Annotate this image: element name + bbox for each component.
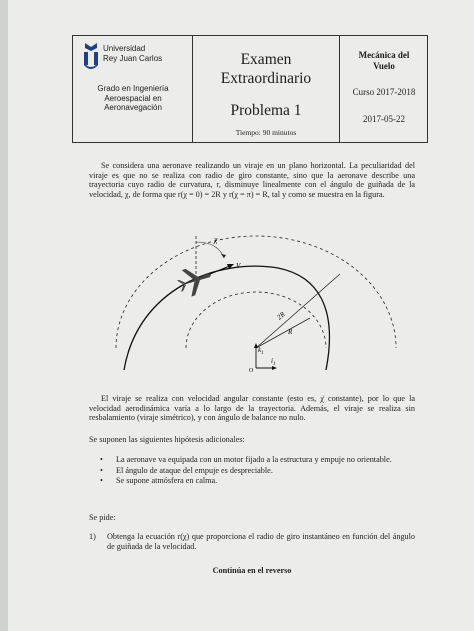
radius-R-line — [256, 318, 310, 348]
list-item: • La aeronave va equipada con un motor fijado a la estructura y empuje no orientable. — [98, 455, 416, 465]
chi-label: χ — [214, 235, 218, 244]
i-axis-label: $i_1$ — [271, 357, 276, 367]
course-year: Curso 2017-2018 — [352, 87, 416, 97]
chi-angle-arc — [196, 242, 224, 258]
radius-2R-label: 2R — [275, 310, 287, 322]
degree-name: Grado en Ingeniería Aeroespacial en Aeronavegación — [97, 84, 169, 112]
exam-time: Tiempo: 90 minutos — [235, 128, 297, 137]
radius-R-label: R — [288, 328, 293, 336]
turn-description: El viraje se realiza con velocidad angular constante (esto es, χ̇ constante), por lo que la velocidad aerodinámica varía a lo largo de la trayectoria. Además, el viraje se realiza sin resbalamiento (viraje simétrico), y con ángulo de balance no nulo. — [89, 394, 415, 423]
radius-2R-line — [256, 274, 340, 348]
university-column — [73, 36, 193, 142]
hypotheses-list — [98, 455, 416, 487]
hypotheses-intro: Se suponen las siguientes hipótesis adicionales: — [89, 435, 245, 444]
continue-note: Continúa en el reverso — [212, 566, 292, 575]
exam-sheet — [8, 0, 474, 631]
question-text: Obtenga la ecuación r(χ) que proporciona el radio de giro instantáneo en función del ángulo de guiñada de la velocidad. — [107, 532, 415, 551]
questions-intro: Se pide: — [89, 513, 116, 522]
subject-name: Mecánica del Vuelo — [358, 50, 410, 71]
list-item: • Se supone atmósfera en calma. — [98, 476, 416, 486]
subject-column — [339, 36, 427, 142]
exam-date: 2017-05-22 — [363, 114, 405, 124]
inner-dashed-arc — [186, 292, 326, 348]
trajectory-curve — [124, 266, 329, 370]
problem-statement: Se considera una aeronave realizando un viraje en un plano horizontal. La peculiaridad del viraje es que no se realiza con radio de giro constante, sino que la aeronave describe una trayectoria cuyo radio de curvatura, r, disminuye linealmente con el ángulo de guiñada de la velocidad, χ, de forma que r(χ = 0) = 2R y r(χ = π) = R, tal y como se muestra en la figura. — [89, 161, 415, 199]
exam-title: Examen Extraordinario — [220, 51, 312, 87]
problem-title: Problema 1 — [230, 102, 302, 119]
exam-header — [72, 35, 428, 143]
outer-dashed-arc — [116, 236, 396, 348]
velocity-label: V — [236, 262, 241, 270]
aircraft-icon — [174, 261, 216, 299]
university-name: Universidad Rey Juan Carlos — [103, 44, 163, 63]
question-number: 1) — [89, 532, 96, 541]
list-item: • El ángulo de ataque del empuje es despreciable. — [98, 466, 416, 476]
university-logo-icon — [81, 41, 101, 69]
k-axis-label: $k_1$ — [258, 346, 264, 356]
turn-diagram — [108, 228, 408, 386]
origin-label: O — [249, 368, 254, 374]
